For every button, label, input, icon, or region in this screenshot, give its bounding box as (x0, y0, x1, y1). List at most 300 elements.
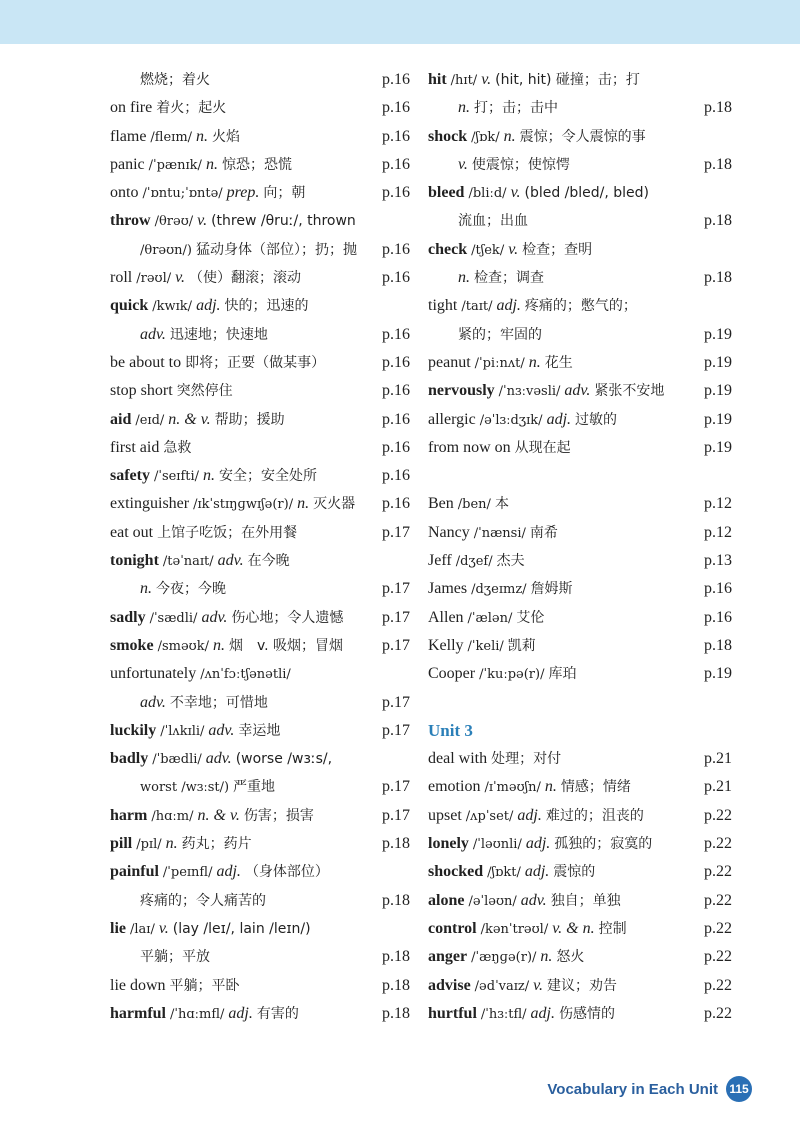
part-of-speech: v. (533, 976, 544, 994)
phonetic: /ˈpeɪnfl/ (162, 865, 213, 881)
page-ref: p.17 (382, 523, 410, 541)
part-of-speech: n. (203, 467, 216, 485)
part-of-speech: n. (540, 948, 553, 966)
headword: from now on (428, 438, 511, 456)
vocab-entry (110, 830, 410, 858)
page-ref: p.18 (382, 835, 410, 853)
vocab-entry (428, 632, 732, 660)
phonetic: /dʒef/ (455, 554, 493, 570)
part-of-speech: adv. (205, 750, 232, 768)
part-of-speech: n. (528, 353, 541, 371)
part-of-speech: v. (197, 212, 208, 230)
vocab-entry (428, 1000, 732, 1028)
vocab-entry (110, 604, 410, 632)
headword: harm (110, 806, 148, 824)
page-ref: p.18 (704, 155, 732, 173)
headword: nervously (428, 382, 495, 400)
page-ref: p.18 (704, 269, 732, 287)
vocab-entry (428, 660, 732, 688)
page-ref: p.16 (382, 382, 410, 400)
definition: 迅速地；快速地 (169, 326, 268, 343)
part-of-speech: adv. (140, 325, 166, 343)
phonetic: /ˈseɪfti/ (153, 469, 200, 485)
vocab-entry (110, 207, 410, 235)
definition: 烟 v. 吸烟；冒烟 (228, 637, 344, 654)
vocab-entry (428, 519, 732, 547)
definition: 杰夫 (496, 553, 525, 570)
headword: pill (110, 835, 133, 853)
definition: 怒火 (556, 949, 585, 966)
vocab-entry (428, 434, 732, 462)
definition: 控制 (598, 920, 627, 937)
part-of-speech: n. (196, 127, 209, 145)
page-ref: p.17 (382, 608, 410, 626)
vocab-entry (110, 717, 410, 745)
headword: check (428, 240, 468, 258)
vocab-entry (110, 151, 410, 179)
page-ref: p.16 (704, 580, 732, 598)
vocab-entry (428, 887, 732, 915)
definition: 本 (494, 496, 509, 513)
vocab-entry (428, 349, 732, 377)
headword: Kelly (428, 636, 464, 654)
part-of-speech: adj. (517, 806, 542, 824)
phonetic: /ˈləʊnli/ (472, 837, 522, 853)
headword: flame (110, 127, 147, 145)
vocab-entry (428, 972, 732, 1000)
vocab-entry (110, 179, 410, 207)
phonetic: /ˈkuːpə(r)/ (479, 667, 545, 683)
definition: 处理；对付 (491, 751, 562, 768)
phonetic: /taɪt/ (461, 299, 493, 315)
phonetic: /təˈnaɪt/ (162, 554, 214, 570)
vocab-entry-continuation (110, 575, 410, 603)
headword: roll (110, 269, 133, 287)
headword: lonely (428, 835, 469, 853)
page-ref: p.21 (704, 778, 732, 796)
phonetic: /ˈæŋɡə(r)/ (471, 950, 537, 966)
part-of-speech: n. (205, 155, 218, 173)
definition: 向；朝 (263, 185, 306, 202)
page-ref: p.16 (382, 353, 410, 371)
page-ref: p.12 (704, 495, 732, 513)
phonetic: /bliːd/ (468, 186, 507, 202)
definition: 花生 (544, 354, 573, 371)
part-of-speech: adv. (201, 608, 228, 626)
definition: 震惊的 (553, 864, 596, 881)
definition: 疼痛的；憋气的； (524, 298, 637, 315)
part-of-speech: v. (175, 269, 186, 287)
page-ref: p.17 (382, 721, 410, 739)
page-ref: p.16 (382, 240, 410, 258)
page-ref: p.16 (382, 438, 410, 456)
definition: (bled /bled/, bled) (524, 185, 650, 202)
phonetic: /ˈnɜːvəsli/ (498, 384, 561, 400)
page-ref: p.16 (704, 608, 732, 626)
section-spacer (428, 462, 732, 490)
definition: 流血；出血 (458, 213, 528, 230)
part-of-speech: adj. (546, 410, 572, 428)
headword: Allen (428, 608, 464, 626)
part-of-speech: n. (544, 778, 557, 796)
definition: 帮助；援助 (214, 411, 285, 428)
vocab-entry (428, 547, 732, 575)
vocab-entry (428, 943, 732, 971)
phonetic: /fleɪm/ (150, 129, 193, 145)
vocab-entry (428, 915, 732, 943)
headword: shocked (428, 863, 484, 881)
part-of-speech: n. (458, 269, 470, 287)
definition: 严重地 (233, 779, 276, 796)
definition: 紧张不安地 (594, 383, 665, 400)
headword: advise (428, 976, 471, 994)
page-ref: p.16 (382, 71, 410, 88)
page-ref: p.19 (704, 353, 732, 371)
vocab-entry-continuation (110, 236, 410, 264)
definition: 震惊；令人震惊的事 (519, 128, 646, 145)
definition: 着火；起火 (156, 100, 227, 117)
page-ref: p.22 (704, 835, 732, 853)
page-ref: p.12 (704, 523, 732, 541)
definition: (worse /wɜːs/, (235, 751, 333, 768)
page-ref: p.16 (382, 495, 410, 513)
page-ref: p.17 (382, 778, 410, 796)
definition: 火焰 (212, 128, 241, 145)
vocab-entry (428, 123, 732, 151)
definition: 检查；调查 (474, 270, 544, 287)
page-ref: p.19 (704, 665, 732, 683)
vocab-entry (110, 123, 410, 151)
headword: anger (428, 948, 468, 966)
vocab-entry (110, 660, 410, 688)
phonetic: /ˈælən/ (467, 610, 513, 626)
unit-section-header (428, 717, 732, 745)
headword: safety (110, 467, 150, 485)
headword: stop short (110, 382, 173, 400)
vocab-column-left (110, 66, 410, 1028)
definition: 平躺；平卧 (169, 977, 240, 994)
headword: peanut (428, 353, 471, 371)
vocab-entry (110, 264, 410, 292)
definition: 急救 (163, 439, 192, 456)
page-ref: p.18 (704, 212, 732, 230)
phonetic: /tʃek/ (471, 242, 505, 258)
page-ref: p.16 (382, 467, 410, 485)
definition: 库珀 (548, 666, 577, 683)
phonetic: /ˈnænsi/ (473, 525, 526, 541)
page-ref: p.18 (704, 636, 732, 654)
phonetic: /hɑːm/ (151, 808, 194, 824)
definition: 今夜；今晚 (156, 581, 226, 598)
part-of-speech: v. (508, 240, 519, 258)
phonetic: /hɪt/ (450, 73, 478, 88)
part-of-speech: v. (458, 155, 468, 173)
definition: 建议；劝告 (547, 977, 618, 994)
phonetic: /ˈhɜːtfl/ (480, 1006, 527, 1022)
vocab-entry (110, 802, 410, 830)
headword: emotion (428, 778, 481, 796)
vocab-entry (428, 236, 732, 264)
phonetic: /ədˈvaɪz/ (474, 978, 530, 994)
definition: 伤感情的 (558, 1005, 615, 1022)
definition: 孤独的；寂寞的 (554, 836, 653, 853)
definition: 药丸；药片 (181, 836, 252, 853)
definition: 在今晚 (247, 553, 290, 570)
definition: 猛动身体（部位）；扔；抛 (196, 241, 357, 258)
part-of-speech: n. (458, 99, 470, 117)
phonetic: /ʃɒkt/ (487, 865, 521, 881)
page-ref: p.13 (704, 552, 732, 570)
phonetic: /dʒeɪmz/ (471, 582, 527, 598)
vocab-entry-continuation (110, 689, 410, 717)
definition: 安全；安全处所 (219, 468, 318, 485)
page-ref: p.19 (704, 382, 732, 400)
section-spacer (428, 689, 732, 717)
headword: panic (110, 155, 145, 173)
part-of-speech: adj. (524, 863, 550, 881)
vocab-entry-continuation (428, 151, 732, 179)
vocab-entry (428, 179, 732, 207)
phonetic: /ɪˈməʊʃn/ (484, 780, 541, 796)
vocab-entry (428, 604, 732, 632)
headword: aid (110, 410, 132, 428)
page-ref: p.22 (704, 806, 732, 824)
part-of-speech: n. & v. (168, 410, 211, 428)
vocab-entry (110, 745, 410, 773)
vocab-entry (110, 490, 410, 518)
phonetic: /eɪd/ (135, 412, 165, 428)
page-ref: p.18 (382, 891, 410, 909)
vocab-entry-continuation (110, 943, 410, 971)
headword: be about to (110, 353, 182, 371)
definition: 独自；单独 (550, 892, 621, 909)
headword: Jeff (428, 552, 452, 570)
page-ref: p.16 (382, 410, 410, 428)
headword: allergic (428, 410, 476, 428)
vocab-entry-continuation (110, 321, 410, 349)
headword: Cooper (428, 665, 476, 683)
vocab-entry (110, 972, 410, 1000)
page-ref: p.16 (382, 127, 410, 145)
page-ref: p.17 (382, 693, 410, 711)
headword: James (428, 580, 468, 598)
part-of-speech: adj. (525, 835, 551, 853)
phonetic: /ˈlʌkɪli/ (160, 723, 205, 739)
part-of-speech: adj. (530, 1004, 555, 1022)
phonetic: /sməʊk/ (157, 638, 209, 654)
vocab-entry (428, 575, 732, 603)
headword: quick (110, 297, 149, 315)
page-ref: p.18 (382, 948, 410, 966)
headword: smoke (110, 636, 154, 654)
part-of-speech: n. (503, 127, 516, 145)
definition: （身体部位） (244, 864, 329, 881)
headword: harmful (110, 1004, 166, 1022)
headword: Ben (428, 495, 454, 513)
vocab-entry (110, 915, 410, 943)
page-ref: p.18 (382, 1004, 410, 1022)
headword: hurtful (428, 1004, 477, 1022)
vocab-entry (110, 377, 410, 405)
phonetic: /ʌpˈset/ (465, 808, 514, 824)
page-ref: p.22 (704, 863, 732, 881)
definition: 从现在起 (514, 439, 571, 456)
definition: 上馆子吃饭；在外用餐 (157, 524, 298, 541)
definition: 检查；查明 (522, 241, 593, 258)
vocab-entry (428, 490, 732, 518)
headword: lie down (110, 976, 166, 994)
part-of-speech: n. (165, 835, 178, 853)
phonetic: /ʌnˈfɔːtʃənətli/ (200, 667, 291, 683)
part-of-speech: n. (212, 636, 225, 654)
page-ref: p.22 (704, 919, 732, 937)
vocab-entry (110, 406, 410, 434)
vocab-column-right (428, 66, 732, 1028)
page-ref: p.22 (704, 1004, 732, 1022)
page-ref: p.16 (382, 184, 410, 202)
headword: first aid (110, 438, 160, 456)
definition: 快的；迅速的 (224, 298, 309, 315)
vocab-entry (110, 349, 410, 377)
phonetic: worst /wɜːst/) (140, 780, 230, 796)
definition: 凯莉 (507, 637, 536, 654)
part-of-speech: adj. (496, 297, 521, 315)
vocab-entry (110, 858, 410, 886)
part-of-speech: n. (140, 580, 152, 598)
vocab-entry (110, 292, 410, 320)
definition: 使震惊；使惊愕 (471, 156, 570, 173)
page-ref: p.22 (704, 891, 732, 909)
vocab-entry-continuation (110, 66, 410, 94)
part-of-speech: adv. (520, 891, 547, 909)
vocab-entry (428, 66, 732, 94)
page-ref: p.19 (704, 325, 732, 343)
phonetic: /laɪ/ (130, 921, 155, 937)
phonetic: /ˈpænɪk/ (148, 157, 202, 173)
page-ref: p.22 (704, 948, 732, 966)
definition: 燃烧；着火 (140, 72, 210, 88)
phonetic: /kənˈtrəʊl/ (480, 921, 549, 937)
vocab-entry (110, 94, 410, 122)
definition: 疼痛的；令人痛苦的 (140, 892, 266, 909)
part-of-speech: n. (297, 495, 310, 513)
vocab-entry-continuation (428, 207, 732, 235)
vocab-entry-continuation (428, 264, 732, 292)
phonetic: /kwɪk/ (152, 299, 193, 315)
definition: 艾伦 (516, 609, 545, 626)
page-ref: p.16 (382, 325, 410, 343)
definition: 伤心地；令人遗憾 (231, 609, 344, 626)
vocab-entry (110, 547, 410, 575)
page-ref: p.19 (704, 410, 732, 428)
definition: 有害的 (256, 1005, 299, 1022)
vocab-entry (428, 745, 732, 773)
vocab-entry (428, 830, 732, 858)
headword: hit (428, 71, 447, 88)
definition: (threw /θruː/, thrown (211, 213, 356, 230)
vocab-entry-continuation (110, 887, 410, 915)
vocab-entry (110, 434, 410, 462)
page-footer (547, 1075, 752, 1103)
headword: luckily (110, 721, 157, 739)
headword: eat out (110, 523, 154, 541)
definition: 即将；正要（做某事） (185, 354, 326, 371)
part-of-speech: n. & v. (197, 806, 240, 824)
vocab-entry-continuation (110, 773, 410, 801)
headword: tight (428, 297, 458, 315)
unit-heading: Unit 3 (428, 720, 473, 740)
headword: painful (110, 863, 159, 881)
definition: (hit, hit) 碰撞；击；打 (495, 72, 640, 88)
phonetic: /ˈpiːnʌt/ (474, 355, 525, 371)
page-ref: p.19 (704, 438, 732, 456)
phonetic: /ben/ (457, 497, 491, 513)
headword: control (428, 919, 477, 937)
phonetic: /θrəʊ/ (154, 214, 194, 230)
headword: extinguisher (110, 495, 190, 513)
vocab-entry (428, 858, 732, 886)
page-ref: p.16 (382, 269, 410, 287)
definition: 灭火器 (313, 496, 356, 513)
phonetic: /ˈhɑːmfl/ (170, 1006, 225, 1022)
phonetic: /ˈkeli/ (467, 638, 504, 654)
part-of-speech: adv. (217, 552, 244, 570)
footer-section-title: Vocabulary in Each Unit (547, 1080, 718, 1098)
part-of-speech: v. & n. (552, 919, 595, 937)
phonetic: /ɪkˈstɪŋɡwɪʃə(r)/ (193, 497, 294, 513)
part-of-speech: v. (510, 184, 521, 202)
part-of-speech: prep. (226, 184, 260, 202)
headword: on fire (110, 99, 153, 117)
definition: 惊恐；恐慌 (221, 156, 292, 173)
part-of-speech: v. (158, 919, 169, 937)
page-ref: p.18 (704, 99, 732, 117)
phonetic: /ˈsædli/ (149, 610, 198, 626)
vocab-entry (428, 773, 732, 801)
phonetic: /ˈbædli/ (152, 752, 202, 768)
page-ref: p.16 (382, 155, 410, 173)
headword: upset (428, 806, 462, 824)
phonetic: /rəʊl/ (136, 271, 172, 287)
definition: 詹姆斯 (530, 581, 573, 598)
definition: 难过的；沮丧的 (545, 807, 644, 824)
headword: alone (428, 891, 465, 909)
vocab-entry (428, 377, 732, 405)
part-of-speech: adv. (208, 721, 235, 739)
vocab-entry-continuation (428, 94, 732, 122)
phonetic: /əˈlɜːdʒɪk/ (479, 412, 543, 428)
page-ref: p.16 (382, 99, 410, 117)
vocab-entry (110, 462, 410, 490)
vocab-entry-continuation (428, 321, 732, 349)
headword: badly (110, 750, 149, 768)
page-ref: p.22 (704, 976, 732, 994)
headword: unfortunately (110, 665, 197, 683)
phonetic: /ˈɒntu;ˈɒntə/ (142, 186, 223, 202)
vocab-entry (110, 519, 410, 547)
definition: 过敏的 (575, 411, 618, 428)
vocab-entry (428, 802, 732, 830)
definition: 不幸地；可惜地 (169, 694, 268, 711)
page-ref: p.18 (382, 976, 410, 994)
definition: 打；击；击中 (474, 100, 558, 117)
definition: 南希 (529, 524, 558, 541)
headword: Nancy (428, 523, 470, 541)
page-ref: p.21 (704, 750, 732, 768)
definition: 幸运地 (238, 722, 281, 739)
definition: 情感；情绪 (560, 779, 631, 796)
page-ref: p.17 (382, 806, 410, 824)
